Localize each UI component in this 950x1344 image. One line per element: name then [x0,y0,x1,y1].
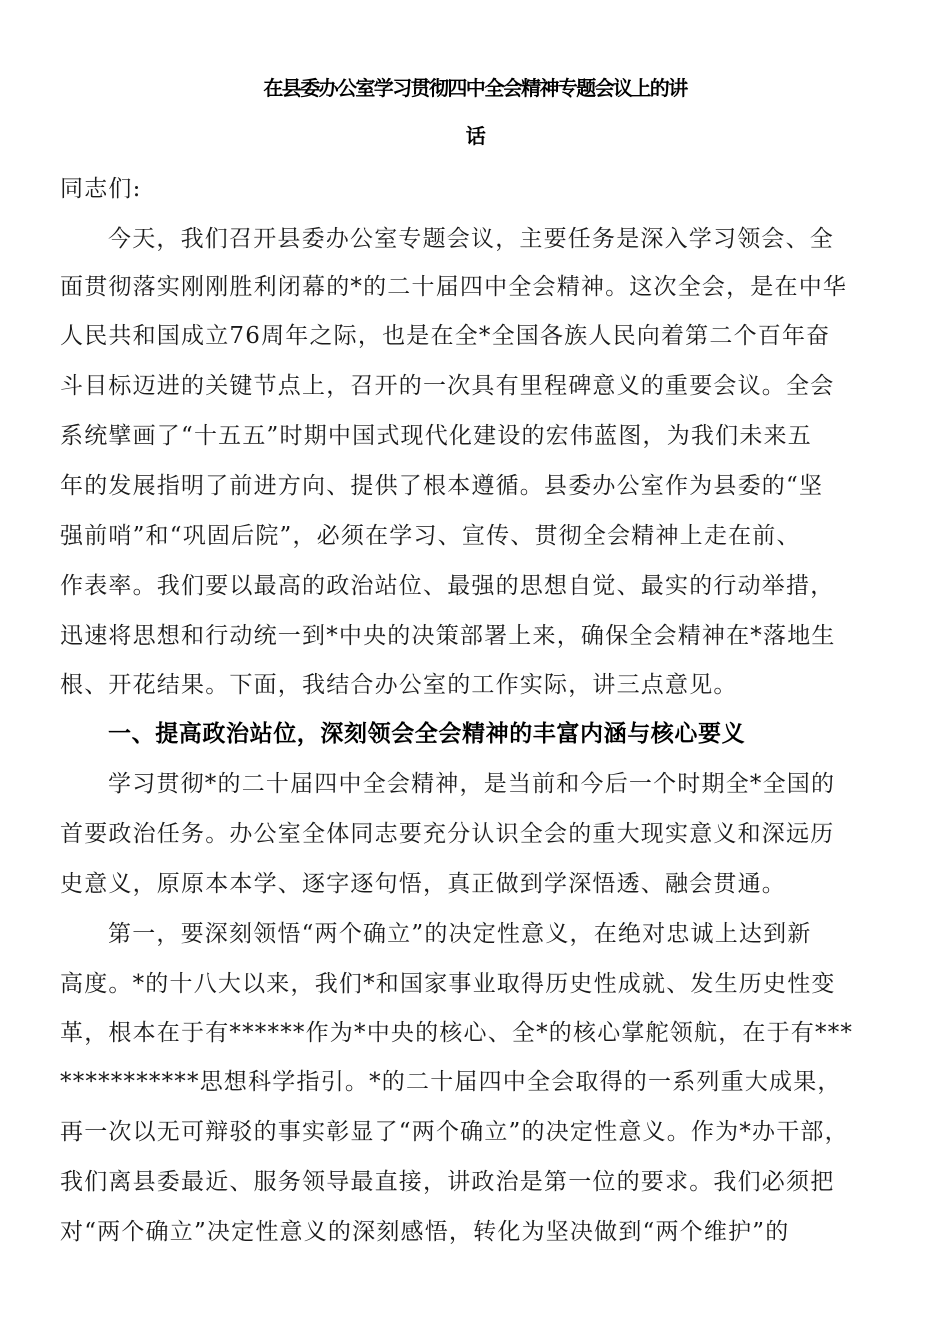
body-line: 面贯彻落实刚刚胜利闭幕的*的二十届四中全会精神。这次全会，是在中华 [60,274,848,300]
document-title-line-1: 在县委办公室学习贯彻四中全会精神专题会议上的讲 [263,76,687,100]
body-line: 作表率。我们要以最高的政治站位、最强的思想自觉、最实的行动举措， [60,573,835,599]
document-title-line-2: 话 [465,124,485,148]
body-line: 再一次以无可辩驳的事实彰显了“两个确立”的决定性意义。作为*办干部， [60,1119,849,1145]
body-line: 高度。*的十八大以来，我们*和国家事业取得历史性成就、发生历史性变 [60,971,836,997]
body-line: 人民共和国成立76周年之际，也是在全*全国各族人民向着第二个百年奋 [60,323,831,349]
body-line: 系统擘画了“十五五”时期中国式现代化建设的宏伟蓝图，为我们未来五 [60,423,812,449]
body-line: 年的发展指明了前进方向、提供了根本遵循。县委办公室作为县委的“坚 [60,473,824,499]
body-line: ***********思想科学指引。*的二十届四中全会取得的一系列重大成果， [60,1069,842,1095]
body-line: 今天，我们召开县委办公室专题会议，主要任务是深入学习领会、全 [108,226,834,252]
body-line: 我们离县委最近、服务领导最直接，讲政治是第一位的要求。我们必须把 [60,1169,835,1195]
body-line: 首要政治任务。办公室全体同志要充分认识全会的重大现实意义和深远历 [60,821,835,847]
body-line: 史意义，原原本本学、逐字逐句悟，真正做到学深悟透、融会贯通。 [60,871,786,897]
body-line: 斗目标迈进的关键节点上，召开的一次具有里程碑意义的重要会议。全会 [60,373,835,399]
salutation: 同志们: [60,176,142,202]
body-line: 强前哨”和“巩固后院”，必须在学习、宣传、贯彻全会精神上走在前、 [60,523,801,549]
body-line: 迅速将思想和行动统一到*中央的决策部署上来，确保全会精神在*落地生 [60,623,836,649]
body-line: 第一，要深刻领悟“两个确立”的决定性意义，在绝对忠诚上达到新 [108,921,812,947]
section-heading: 一、提高政治站位，深刻领会全会精神的丰富内涵与核心要义 [108,721,746,747]
body-line: 对“两个确立”决定性意义的深刻感悟，转化为坚决做到“两个维护”的 [60,1219,790,1245]
body-line: 根、开花结果。下面，我结合办公室的工作实际，讲三点意见。 [60,672,738,698]
body-line: 学习贯彻*的二十届四中全会精神，是当前和今后一个时期全*全国的 [108,771,836,797]
body-line: 革，根本在于有******作为*中央的核心、全*的核心掌舵领航，在于有*** [60,1020,854,1046]
